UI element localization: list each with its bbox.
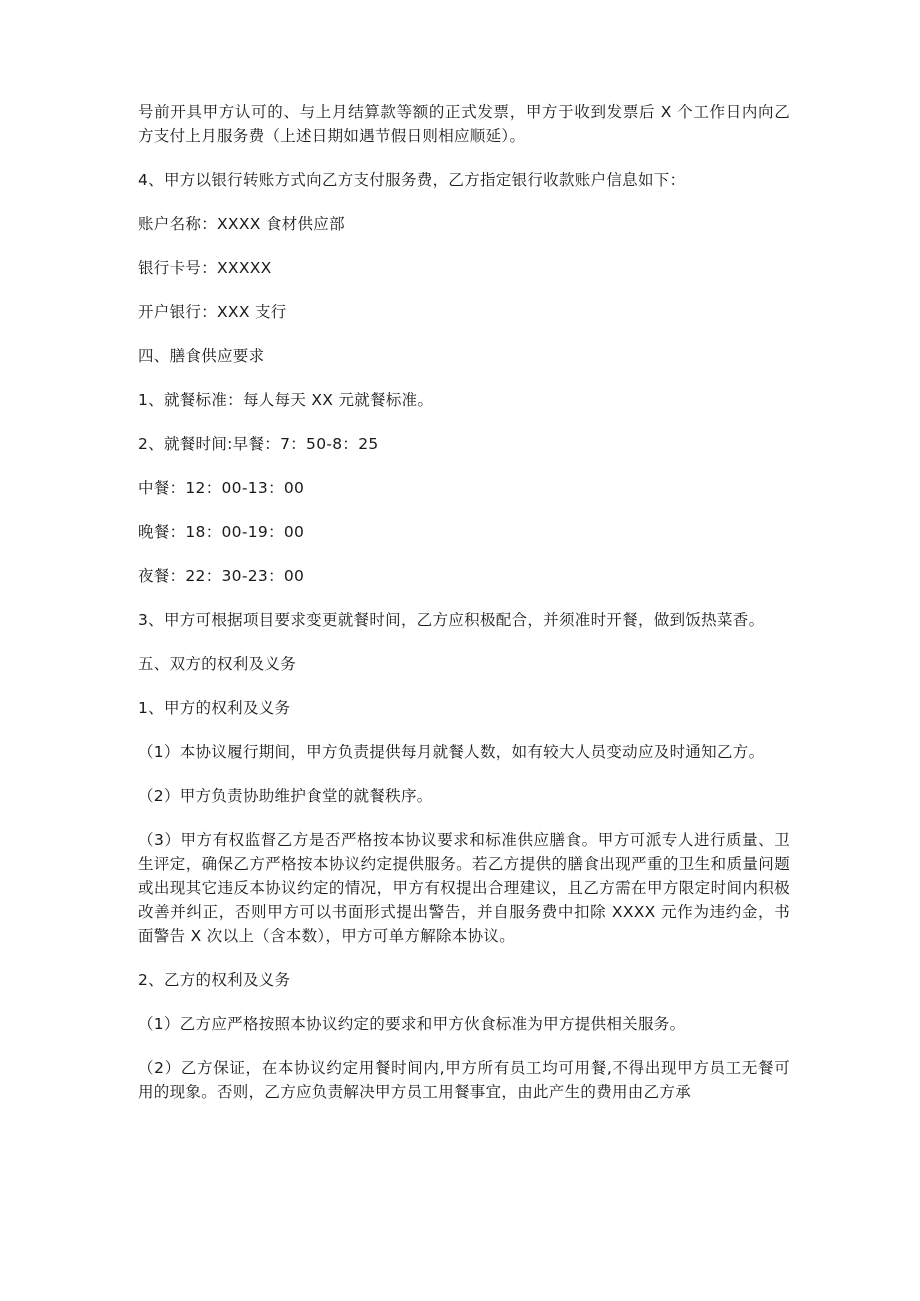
meal-time-dinner: 晚餐：18：00-19：00 xyxy=(138,523,305,541)
document-page xyxy=(138,100,790,1104)
account-name: 账户名称：XXXX 食材供应部 xyxy=(138,215,345,233)
party-b-clause-2: （2）乙方保证，在本协议约定用餐时间内,甲方所有员工均可用餐,不得出现甲方员工无餐可用的现象。否则，乙方应负责解决甲方员工用餐事宜，由此产生的费用由乙方承 xyxy=(138,1059,790,1101)
meal-time-night: 夜餐：22：30-23：00 xyxy=(138,567,305,585)
section-heading-meal-requirements: 四、膳食供应要求 xyxy=(138,347,265,365)
meal-time-lunch: 中餐：12：00-13：00 xyxy=(138,479,305,497)
bank-card-number: 银行卡号：XXXXX xyxy=(138,259,272,277)
party-a-clause-3: （3）甲方有权监督乙方是否严格按本协议要求和标准供应膳食。甲方可派专人进行质量、卫生评定，确保乙方严格按本协议约定提供服务。若乙方提供的膳食出现严重的卫生和质量问题或出现其它违反本协议约定的情况，甲方有权提出合理建议，且乙方需在甲方限定时间内积极改善并纠正，否则甲方可以书面形式提出警告，并自服务费中扣除 XXXX 元作为违约金，书面警告 X 次以上（含本数），甲方可单方解除本协议。 xyxy=(138,831,790,945)
opening-bank: 开户银行：XXX 支行 xyxy=(138,303,287,321)
meal-time-change-clause: 3、甲方可根据项目要求变更就餐时间，乙方应积极配合，并须准时开餐，做到饭热菜香。 xyxy=(138,611,765,629)
subsection-party-b: 2、乙方的权利及义务 xyxy=(138,971,291,989)
party-b-clause-1: （1）乙方应严格按照本协议约定的要求和甲方伙食标准为甲方提供相关服务。 xyxy=(138,1015,686,1033)
party-a-clause-1: （1）本协议履行期间，甲方负责提供每月就餐人数，如有较大人员变动应及时通知乙方。 xyxy=(138,743,765,761)
meal-time-breakfast: 2、就餐时间:早餐：7：50-8：25 xyxy=(138,435,379,453)
subsection-party-a: 1、甲方的权利及义务 xyxy=(138,699,291,717)
meal-standard: 1、就餐标准：每人每天 XX 元就餐标准。 xyxy=(138,391,434,409)
payment-invoice-paragraph: 号前开具甲方认可的、与上月结算款等额的正式发票，甲方于收到发票后 X 个工作日内向乙方支付上月服务费（上述日期如遇节假日则相应顺延）。 xyxy=(138,103,790,145)
section-heading-rights-obligations: 五、双方的权利及义务 xyxy=(138,655,297,673)
bank-transfer-clause: 4、甲方以银行转账方式向乙方支付服务费，乙方指定银行收款账户信息如下： xyxy=(138,171,686,189)
party-a-clause-2: （2）甲方负责协助维护食堂的就餐秩序。 xyxy=(138,787,433,805)
